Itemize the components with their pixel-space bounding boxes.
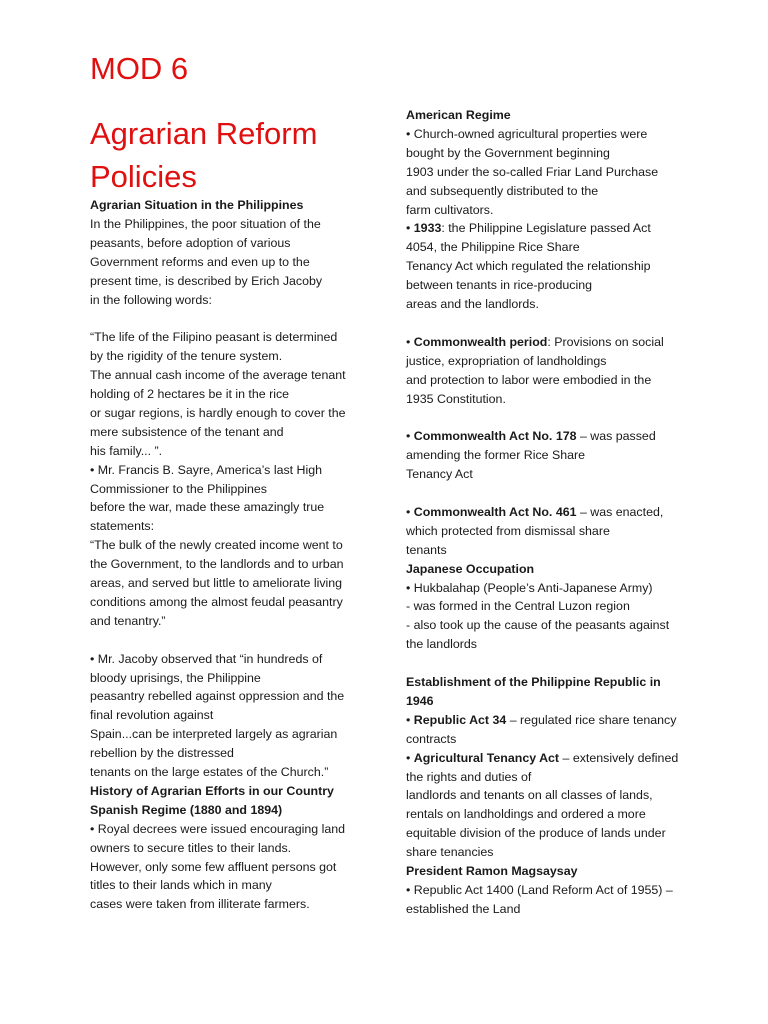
- text-line: peasantry rebelled against oppression and the: [90, 689, 345, 704]
- text-line: [406, 333, 664, 352]
- text-line: and protection to labor were embodied in the: [406, 372, 652, 387]
- text-line: the Government, to the landlords and to urban: [90, 557, 344, 572]
- text-line-lead: •: [406, 712, 414, 727]
- text-line: between tenants in rice-producing: [406, 278, 592, 293]
- text-line-lead: •: [406, 221, 414, 236]
- text-line: • Royal decrees were issued encouraging land: [90, 821, 346, 836]
- text-line: cases were taken from illiterate farmers.: [90, 897, 310, 912]
- text-line: The annual cash income of the average tenant: [90, 368, 346, 383]
- text-line: the landlords: [406, 637, 477, 652]
- text-line: the rights and duties of: [406, 769, 532, 784]
- text-line: landlords and tenants on all classes of lands,: [406, 788, 653, 803]
- text-line: • Church-owned agricultural properties were: [406, 126, 648, 141]
- text-line: peasants, before adoption of various: [90, 235, 291, 250]
- text-line: • Mr. Francis B. Sayre, America’s last High: [90, 462, 323, 477]
- text-line-bold: Republic Act 34: [413, 712, 507, 727]
- text-line-lead: •: [406, 750, 414, 765]
- text-line: rentals on landholdings and ordered a more: [406, 807, 646, 822]
- text-line: [406, 749, 678, 768]
- text-line: In the Philippines, the poor situation of the: [90, 216, 321, 231]
- text-line: - was formed in the Central Luzon region: [406, 599, 630, 614]
- text-line: holding of 2 hectares be it in the rice: [90, 387, 290, 401]
- text-line: Establishment of the Philippine Republic in: [406, 675, 661, 689]
- text-line: • Republic Act 1400 (Land Reform Act of 1955) –: [406, 882, 673, 897]
- text-line: “The life of the Filipino peasant is determined: [90, 330, 338, 345]
- text-line: [406, 219, 651, 238]
- text-line: in the following words:: [90, 292, 212, 307]
- text-line: tenants: [406, 542, 447, 557]
- text-line: before the war, made these amazingly true: [90, 500, 325, 515]
- text-line: [406, 503, 663, 522]
- text-line: 1935 Constitution.: [406, 391, 506, 406]
- text-line: equitable division of the produce of lands under: [406, 826, 666, 841]
- text-line: Tenancy Act: [406, 467, 473, 482]
- text-line: 1903 under the so-called Friar Land Purchase: [406, 164, 659, 179]
- text-line: Government reforms and even up to the: [90, 254, 310, 269]
- text-line: his family... ”.: [90, 443, 163, 458]
- text-line: 4054, the Philippine Rice Share: [406, 240, 580, 255]
- text-line: mere subsistence of the tenant and: [90, 424, 284, 439]
- text-line: and subsequently distributed to the: [406, 183, 599, 198]
- text-line: by the rigidity of the tenure system.: [90, 349, 283, 364]
- text-line: tenants on the large estates of the Church.”: [90, 765, 329, 779]
- text-line: 1946: [406, 693, 434, 708]
- text-line-rest: : the Philippine Legislature passed Act: [441, 221, 651, 236]
- text-line-bold: Commonwealth period: [413, 334, 548, 349]
- text-line: statements:: [90, 519, 155, 534]
- text-line: Commissioner to the Philippines: [90, 481, 267, 496]
- text-line: • Mr. Jacoby observed that “in hundreds of: [90, 651, 323, 666]
- text-line: American Regime: [406, 108, 511, 122]
- text-line: amending the former Rice Share: [406, 448, 586, 463]
- text-line: [406, 711, 676, 730]
- text-line-rest: – was passed: [576, 429, 656, 444]
- text-line: History of Agrarian Efforts in our Country: [90, 783, 334, 798]
- text-line: [406, 427, 656, 446]
- text-line: bought by the Government beginning: [406, 145, 610, 160]
- text-line: owners to secure titles to their lands.: [90, 840, 292, 855]
- text-line: Spain...can be interpreted largely as agrarian: [90, 727, 338, 742]
- text-line: farm cultivators.: [406, 202, 494, 217]
- text-line: present time, is described by Erich Jacoby: [90, 273, 323, 288]
- text-line: titles to their lands which in many: [90, 878, 272, 893]
- text-line: established the Land: [406, 901, 521, 916]
- text-line: contracts: [406, 731, 457, 746]
- text-line: areas and the landlords.: [406, 297, 539, 311]
- text-line-bold: Agricultural Tenancy Act: [413, 750, 560, 765]
- text-line: and tenantry.”: [90, 613, 166, 628]
- text-line: final revolution against: [90, 708, 214, 723]
- text-line: President Ramon Magsaysay: [406, 864, 578, 878]
- text-line: Tenancy Act which regulated the relationship: [406, 259, 651, 274]
- text-line: bloody uprisings, the Philippine: [90, 670, 261, 685]
- text-line: which protected from dismissal share: [406, 523, 610, 538]
- text-line: share tenancies: [406, 845, 494, 860]
- text-line-lead: •: [406, 504, 414, 519]
- text-line: • Hukbalahap (People’s Anti-Japanese Army): [406, 580, 653, 595]
- text-line-bold: Commonwealth Act No. 461: [413, 504, 577, 519]
- page-title: Agrarian Reform Policies: [90, 116, 318, 194]
- text-line-rest: – was enacted,: [576, 504, 664, 519]
- text-line: conditions among the almost feudal peasantry: [90, 594, 343, 609]
- text-line-rest: – regulated rice share tenancy: [506, 712, 677, 727]
- text-line-rest: : Provisions on social: [547, 334, 664, 349]
- text-line: Spanish Regime (1880 and 1894): [90, 802, 283, 817]
- text-line: - also took up the cause of the peasants against: [406, 618, 670, 633]
- text-line: “The bulk of the newly created income went to: [90, 538, 343, 553]
- text-line-lead: •: [406, 429, 414, 444]
- module-label: MOD 6: [90, 51, 189, 86]
- text-line: Agrarian Situation in the Philippines: [90, 198, 304, 212]
- text-line: However, only some few affluent persons got: [90, 859, 337, 874]
- text-line-bold: Commonwealth Act No. 178: [413, 429, 577, 444]
- text-line-lead: •: [406, 334, 414, 349]
- text-line-bold: 1933: [413, 221, 442, 236]
- text-line: Japanese Occupation: [406, 561, 535, 576]
- text-line: rebellion by the distressed: [90, 746, 234, 761]
- text-line: or sugar regions, is hardly enough to cover the: [90, 405, 346, 420]
- text-line-rest: – extensively defined: [559, 750, 679, 765]
- text-line: justice, expropriation of landholdings: [406, 353, 607, 368]
- text-line: areas, and served but little to ameliorate living: [90, 576, 343, 590]
